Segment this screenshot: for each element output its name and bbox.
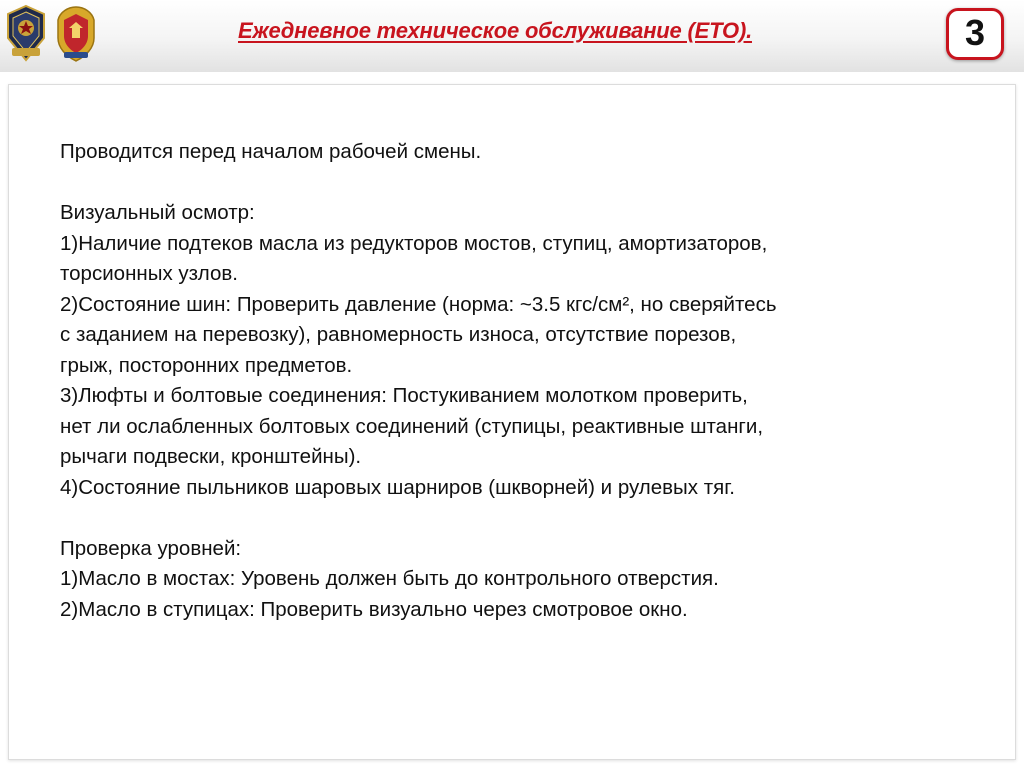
page-title: Ежедневное техническое обслуживание (ЕТО).	[238, 18, 752, 43]
paragraph-spacer	[60, 503, 980, 534]
list-item: с заданием на перевозку), равномерность износа, отсутствие порезов,	[60, 323, 737, 346]
slide-number-badge: 3	[946, 8, 1004, 60]
visual-inspection-heading: Визуальный осмотр:	[60, 201, 255, 224]
military-emblem-icon	[4, 4, 48, 64]
list-item: 1)Наличие подтеков масла из редукторов мостов, ступиц, амортизаторов,	[60, 231, 768, 255]
list-item: нет ли ослабленных болтовых соединений (ступицы, реактивные штанги,	[60, 414, 764, 438]
intro-text: Проводится перед началом рабочей смены.	[60, 140, 482, 163]
list-item: 1)Масло в мостах: Уровень должен быть до контрольного отверстия.	[60, 567, 719, 590]
list-item: 2)Состояние шин: Проверить давление (норма: ~3.5 кгс/см², но сверяйтесь	[60, 292, 777, 316]
header-bar	[0, 0, 1024, 72]
list-item: грыж, посторонних предметов.	[60, 353, 353, 377]
list-item: 3)Люфты и болтовые соединения: Постукиванием молотком проверить,	[60, 384, 748, 407]
list-item: 2)Масло в ступицах: Проверить визуально через смотровое окно.	[60, 597, 688, 621]
list-item: 4)Состояние пыльников шаровых шарниров (шкворней) и рулевых тяг.	[60, 475, 735, 499]
body-text	[60, 137, 980, 625]
list-item: торсионных узлов.	[60, 262, 238, 285]
levels-check-heading: Проверка уровней:	[60, 536, 242, 560]
emergency-service-emblem-icon	[54, 4, 98, 64]
list-item: рычаги подвески, кронштейны).	[60, 445, 362, 468]
paragraph-spacer	[60, 168, 980, 199]
